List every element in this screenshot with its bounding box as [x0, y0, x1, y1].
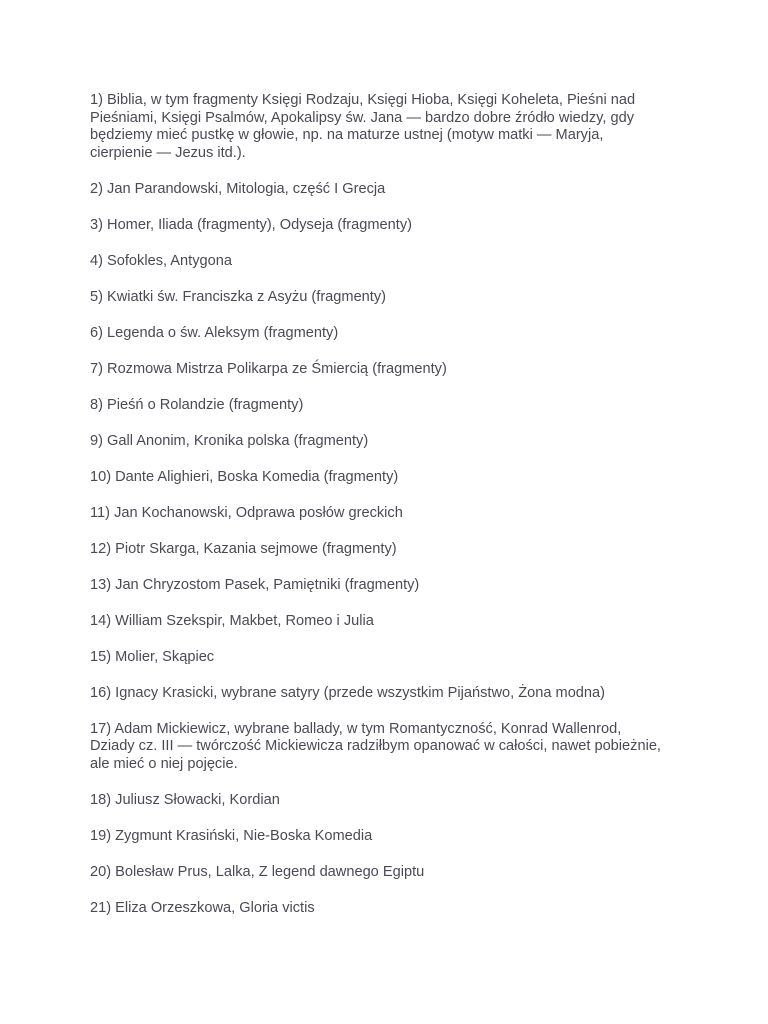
list-item: 19) Zygmunt Krasiński, Nie-Boska Komedia	[90, 827, 373, 844]
list-item: 13) Jan Chryzostom Pasek, Pamiętniki (fragmenty)	[90, 576, 420, 593]
list-item: 9) Gall Anonim, Kronika polska (fragmenty)	[90, 432, 369, 449]
list-item: 2) Jan Parandowski, Mitologia, część I Grecja	[90, 180, 386, 197]
list-item: 10) Dante Alighieri, Boska Komedia (fragmenty)	[90, 468, 399, 485]
list-item: 11) Jan Kochanowski, Odprawa posłów greckich	[90, 504, 403, 521]
list-item: 12) Piotr Skarga, Kazania sejmowe (fragmenty)	[90, 540, 397, 557]
reading-list	[90, 92, 665, 936]
list-item: 3) Homer, Iliada (fragmenty), Odyseja (fragmenty)	[90, 216, 412, 233]
list-item: 7) Rozmowa Mistrza Polikarpa ze Śmiercią (fragmenty)	[90, 360, 447, 377]
list-item: 14) William Szekspir, Makbet, Romeo i Julia	[90, 612, 374, 629]
list-item: 21) Eliza Orzeszkowa, Gloria victis	[90, 899, 315, 916]
list-item: 18) Juliusz Słowacki, Kordian	[90, 791, 280, 808]
list-item: 4) Sofokles, Antygona	[90, 252, 232, 269]
list-item: 17) Adam Mickiewicz, wybrane ballady, w tym Romantyczność, Konrad Wallenrod, Dziady cz. III — twórczość Mickiewicza radziłbym opanować w całości, nawet pobieżnie, ale mieć o niej pojęcie.	[90, 720, 661, 772]
list-item: 5) Kwiatki św. Franciszka z Asyżu (fragmenty)	[90, 288, 387, 305]
list-item: 1) Biblia, w tym fragmenty Księgi Rodzaju, Księgi Hioba, Księgi Koheleta, Pieśni nad Pieśniami, Księgi Psalmów, Apokalipsy św. Jana — bardzo dobre źródło wiedzy, gdy będziemy mieć pustkę w głowie, np. na maturze ustnej (motyw matki — Maryja, cierpienie — Jezus itd.).	[90, 92, 636, 161]
list-item: 6) Legenda o św. Aleksym (fragmenty)	[90, 324, 339, 341]
list-item: 16) Ignacy Krasicki, wybrane satyry (przede wszystkim Pijaństwo, Żona modna)	[90, 684, 606, 701]
list-item: 20) Bolesław Prus, Lalka, Z legend dawnego Egiptu	[90, 863, 425, 880]
list-item: 15) Molier, Skąpiec	[90, 648, 215, 665]
list-item: 8) Pieśń o Rolandzie (fragmenty)	[90, 396, 304, 413]
